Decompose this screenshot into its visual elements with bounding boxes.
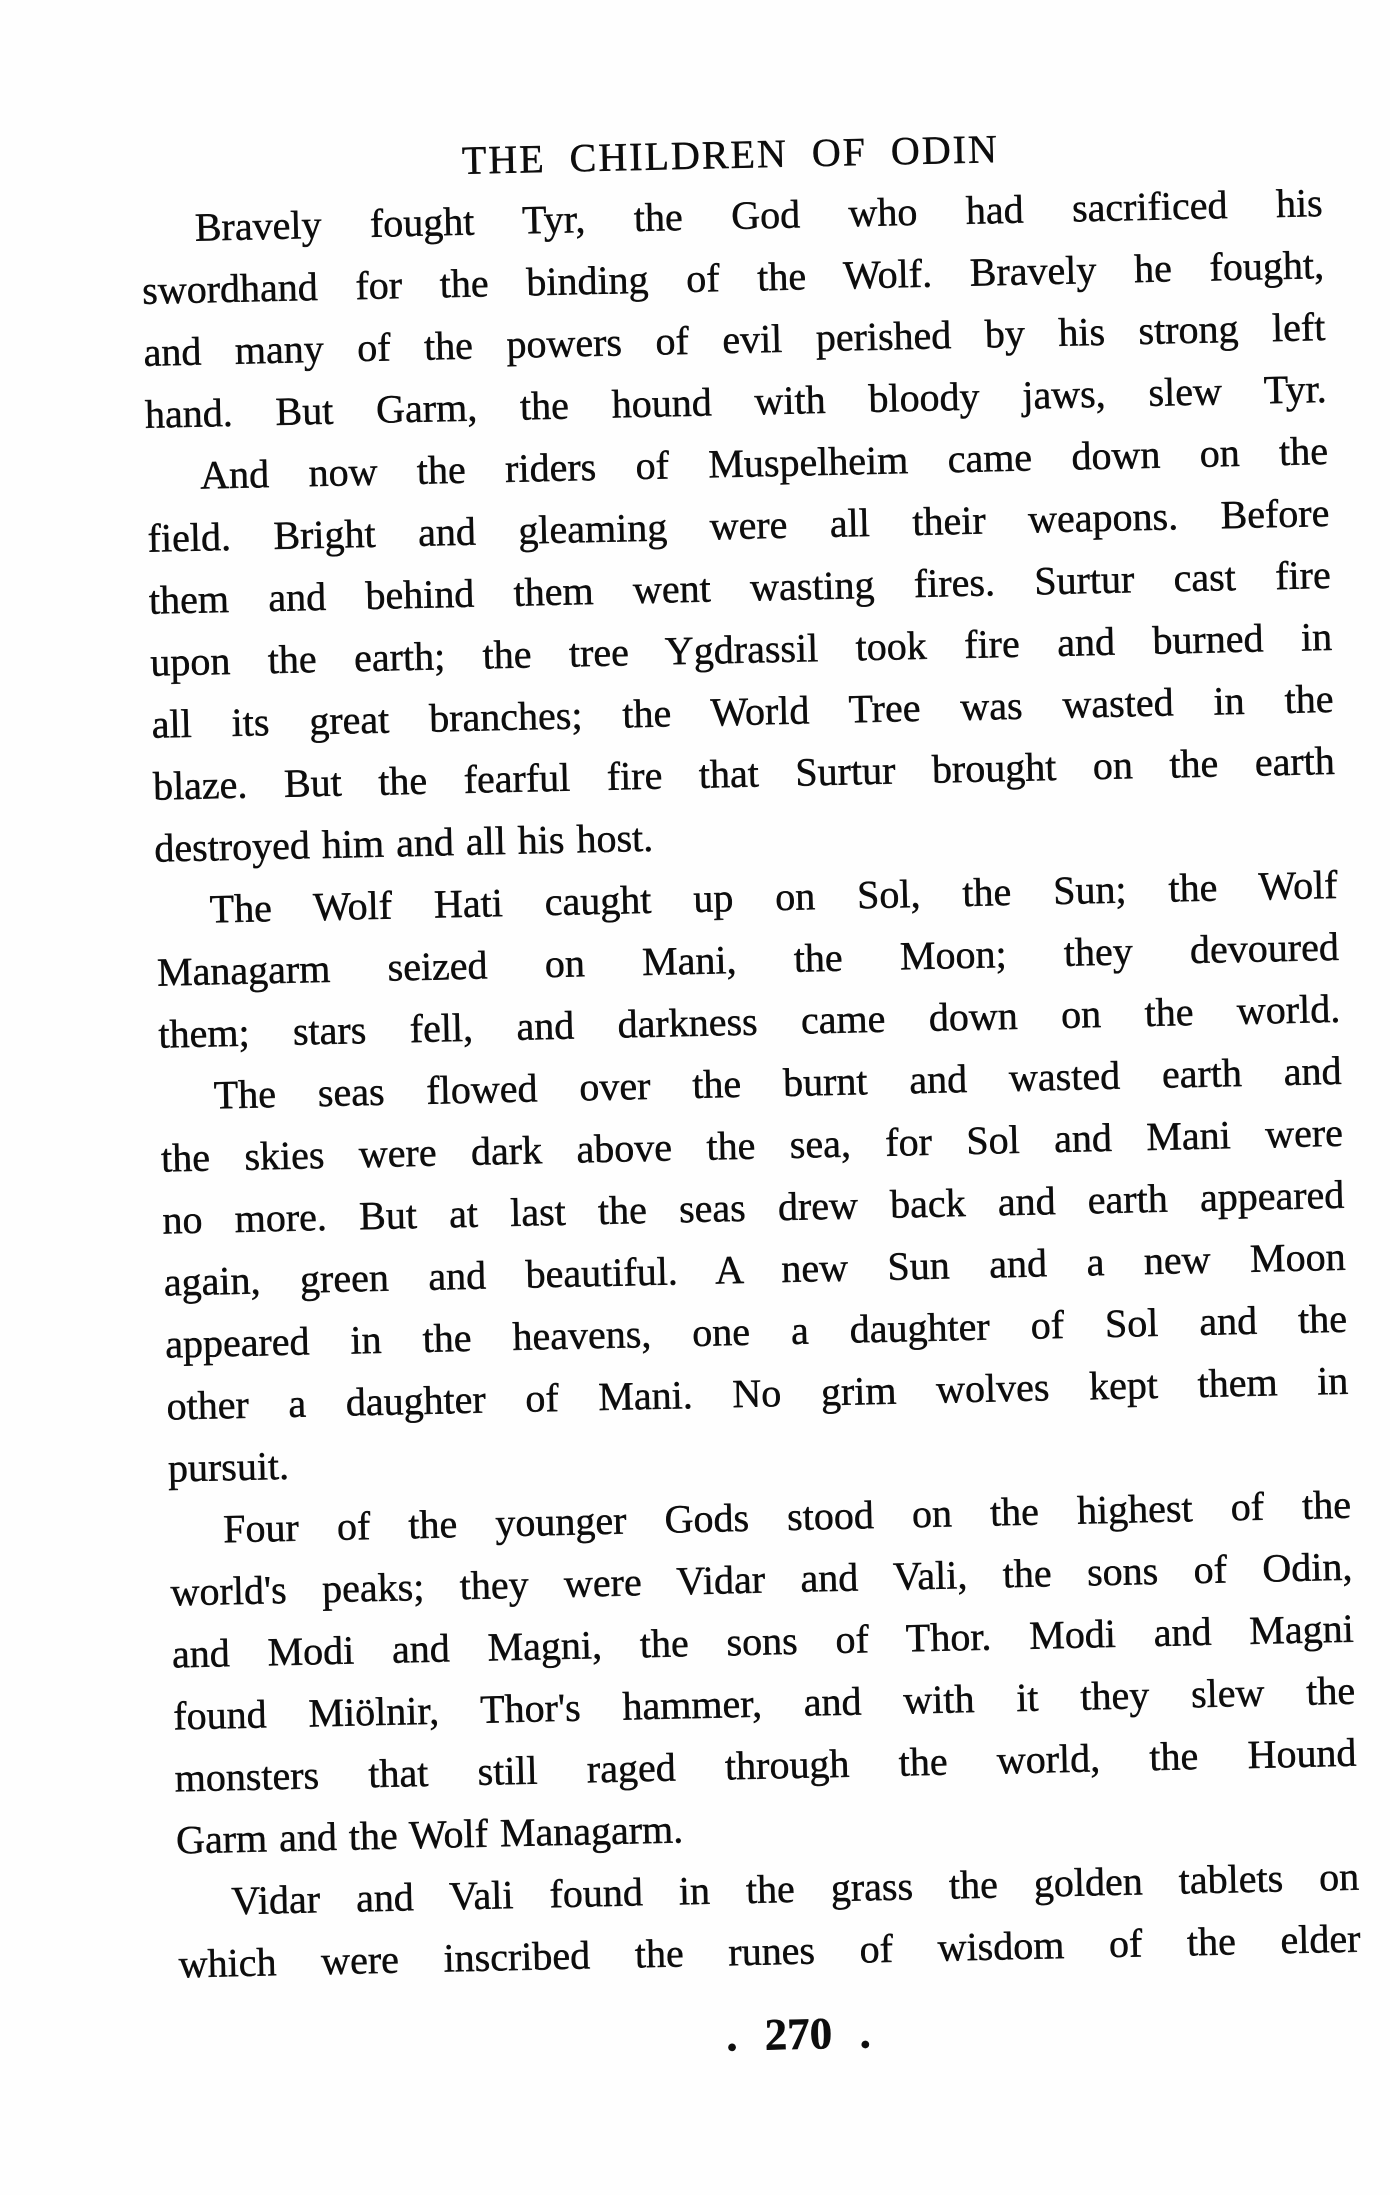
body-line: no more. But at last the seas drew back and earth appeared [162, 1171, 1345, 1243]
body-line: field. Bright and gleaming were all their weapons. Before [147, 490, 1330, 561]
paragraph [159, 1040, 1350, 1500]
body-line: And now the riders of Muspelheim came down on the [199, 428, 1329, 498]
body-line: again, green and beautiful. A new Sun and a new Moon [163, 1233, 1347, 1305]
body-line: found Miölnir, Thor's hammer, and with it they slew the [172, 1667, 1356, 1739]
body-line: blaze. But the fearful fire that Surtur brought on the earth [152, 737, 1336, 809]
body-line: them; stars fell, and darkness came down on the world. [157, 985, 1341, 1057]
body-text [140, 172, 1361, 1995]
text-block [139, 114, 1363, 2073]
body-line: Managarm seized on Mani, the Moon; they devoured [156, 923, 1340, 995]
body-line: which were inscribed the runes of wisdom of the elder [178, 1915, 1361, 1987]
body-line: Garm and the Wolf Managarm. [175, 1806, 684, 1863]
body-line: the skies were dark above the sea, for Sol and Mani were [160, 1109, 1344, 1181]
body-line: Four of the younger Gods stood on the highest of the [222, 1481, 1352, 1552]
body-line: upon the earth; the tree Ygdrassil took fire and burned in [149, 613, 1333, 685]
body-line: destroyed him and all his host. [153, 814, 654, 871]
body-line: all its great branches; the World Tree was wasted in the [151, 675, 1334, 747]
paragraph [177, 1846, 1361, 1996]
body-line: them and behind them went wasting fires. Surtur cast fire [148, 552, 1332, 623]
body-line: and many of the powers of evil perished by his strong left [143, 304, 1326, 375]
paragraph [140, 172, 1327, 446]
page-number: . 270 . [725, 2007, 872, 2061]
paragraph [169, 1474, 1359, 1872]
paragraph [155, 854, 1341, 1066]
body-line: Vidar and Vali found in the grass the golden tablets on [230, 1853, 1360, 1924]
paragraph [146, 420, 1337, 880]
body-line: monsters that still raged through the world, the Hound [174, 1729, 1357, 1801]
body-line: hand. But Garm, the hound with bloody jaws, slew Tyr. [144, 366, 1328, 437]
body-line: swordhand for the binding of the Wolf. Bravely he fought, [141, 242, 1325, 313]
body-line: and Modi and Magni, the sons of Thor. Modi and Magni [171, 1605, 1355, 1677]
body-line: pursuit. [167, 1442, 290, 1491]
body-line: The seas flowed over the burnt and wasted earth and [213, 1047, 1342, 1118]
body-line: other a daughter of Mani. No grim wolves kept them in [166, 1357, 1349, 1429]
body-line: appeared in the heavens, one a daughter of Sol and the [164, 1295, 1348, 1367]
running-header: THE CHILDREN OF ODIN [461, 126, 1000, 183]
body-line: world's peaks; they were Vidar and Vali, the sons of Odin, [170, 1543, 1353, 1615]
body-line: The Wolf Hati caught up on Sol, the Sun; the Wolf [209, 861, 1338, 932]
body-line: Bravely fought Tyr, the God who had sacrificed his [194, 180, 1324, 250]
